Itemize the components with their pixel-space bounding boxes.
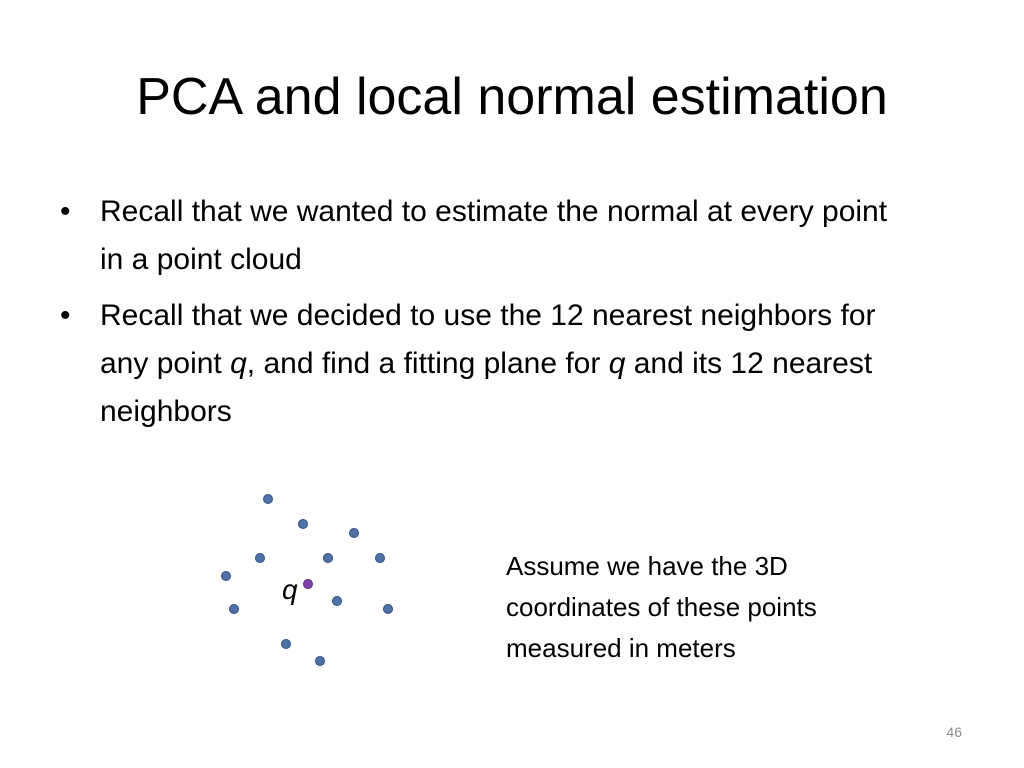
bullet-text-part-italic: q xyxy=(608,347,626,380)
bullet-item xyxy=(56,292,916,436)
neighbor-point xyxy=(229,604,239,614)
point-cloud-illustration xyxy=(200,480,420,680)
bullet-item xyxy=(56,188,916,284)
neighbor-point xyxy=(298,519,308,529)
bullet-dot-icon: • xyxy=(60,195,71,228)
neighbor-point xyxy=(383,604,393,614)
neighbor-point xyxy=(255,553,265,563)
neighbor-point xyxy=(315,656,325,666)
neighbor-point xyxy=(263,494,273,504)
bullet-text xyxy=(100,299,876,428)
bullet-text-part: , and find a fitting plane for xyxy=(246,347,609,380)
query-point-label: q xyxy=(282,574,298,605)
neighbor-point xyxy=(281,639,291,649)
neighbor-point xyxy=(375,553,385,563)
neighbor-point xyxy=(332,596,342,606)
side-note: Assume we have the 3D coordinates of these points measured in meters xyxy=(506,551,817,663)
page-number: 46 xyxy=(946,724,962,740)
slide-title: PCA and local normal estimation xyxy=(136,68,888,126)
neighbor-point xyxy=(349,528,359,538)
bullet-dot-icon: • xyxy=(60,299,71,332)
bullet-text-part-italic: q xyxy=(230,347,247,380)
bullet-text-part: Recall that we wanted to estimate the normal at every point in a point cloud xyxy=(100,195,888,276)
neighbor-point xyxy=(221,571,231,581)
bullet-list xyxy=(56,188,916,444)
bullet-text-part: Recall that we decided to use the 12 nearest neighbors for any point xyxy=(100,299,876,380)
bullet-text-part: and its 12 nearest neighbors xyxy=(100,347,873,428)
query-point xyxy=(303,579,313,589)
bullet-text xyxy=(100,195,887,276)
neighbor-point xyxy=(323,553,333,563)
